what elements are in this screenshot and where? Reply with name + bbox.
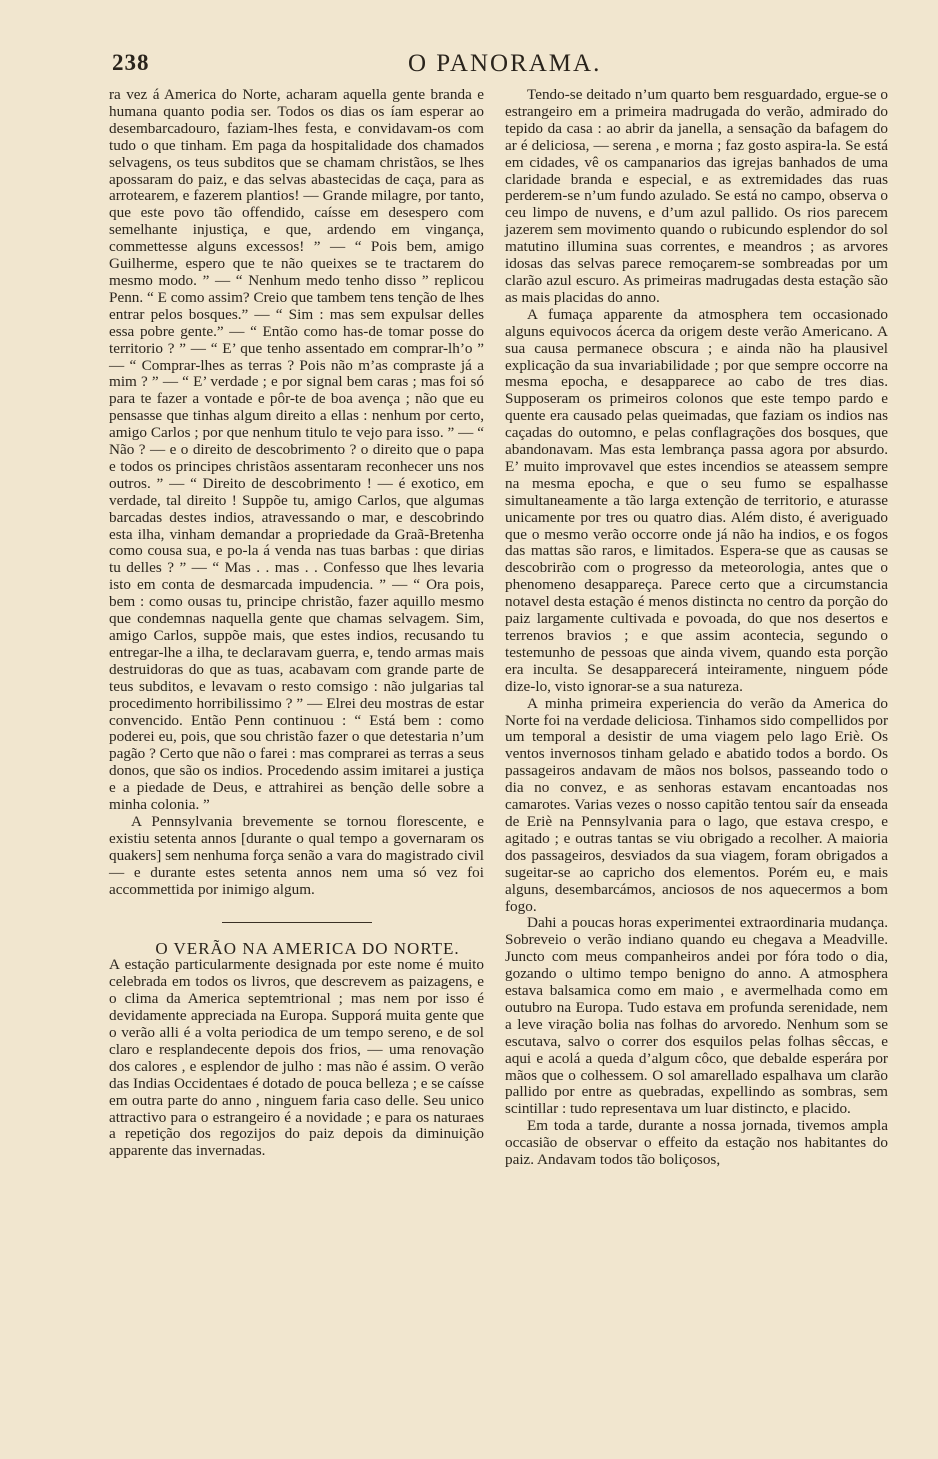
section-heading: O VERÃO NA AMERICA DO NORTE. [155,938,460,958]
article-paragraph: ra vez á America do Norte, acharam aquella gente branda e humana quanto podia ser. Todos os dias os íam esperar ao desembarcadouro, faziam-lhes festa, e convidavam-os com tudo o que tinham. Em paga da hospitalidade dos chamados selvagens, os teus subditos que se chamam christãos, se lhes apossaram do paiz, e das selvas abastecidas de caça, para as arrotearem, e fazerem plantios! — Grande milagre, por tanto, que este povo tão offendido, caísse em desespero com semelhante injustiça, e que, ardendo em vingança, commettesse alguns excessos! ” — “ Pois bem, amigo Guilherme, espero que te não queixes se te tractarem do mesmo modo. ” — “ Nenhum medo tenho disso ” replicou Penn. “ E como assim? Creio que tambem tens tenção de lhes entrar pelos bosques.” — “ Sim : mas sem expulsar delles essa pobre gente.” — “ Então como has-de tomar posse do territorio ? ” — “ E’ que tenho assentado em comprar-lh’o ” — “ Comprar-lhes as terras ? Pois não m’as compraste já a mim ? ” — “ E’ verdade ; e por signal bem caras ; mas foi só para te fazer a vontade e pôr-te de boa avença ; não que eu pensasse que tinhas algum direito a ellas : nenhum por certo, amigo Carlos ; por que nenhum titulo te vejo para isso. ” — “ Não ? — e o direito de descobrimento ? o direito que o papa e todos os principes christãos assentaram reconhecer uns nos outros. ” — “ Direito de descobrimento ! — é exotico, em verdade, tal direito ! Suppõe tu, amigo Carlos, que algumas barcadas destes indios, atravessando o mar, e descobrindo esta ilha, vinham demandar a propriedade da Graã-Bretenha como cousa sua, e po-la á venda nas tuas barbas : que dirias tu delles ? ” — “ Mas . . mas . . Confesso que lhes levaria isto em conta de desmarcada impudencia. ” — “ Ora pois, bem : como ousas tu, principe christão, fazer aquillo mesmo que condemnas naquella gente que chamas selvagem. Sim, amigo Carlos, suppõe mais, que estes indios, recusando tu entregar-lhe a ilha, te declaravam guerra, e, tendo armas mais destruidoras do que as tuas, acabavam com grande parte de teus subditos, e levavam o resto comsigo : não julgarias tal procedimento horribilissimo ? ” — Elrei deu mostras de estar convencido. Então Penn continuou : “ Está bem : como poderei eu, pois, que sou christão fazer o que detestaria n’um pagão ? Certo que não o farei : mas comprarei as terras a seus donos, que são os indios. Procedendo assim imitarei a justiça e a piedade de Deus, e attrahirei as benção delle sobre a minha colonia. ” [109,86,484,814]
section-divider [222,922,372,923]
right-column [505,87,888,1169]
article-paragraph: Em toda a tarde, durante a nossa jornada, tivemos ampla occasião de observar o effeito da estação nos habitantes do paiz. Andavam todos tão boliçosos, [505,1117,888,1169]
article-paragraph: A Pennsylvania brevemente se tornou florescente, e existiu setenta annos [durante o qual tempo a governaram os quakers] sem nenhuma força senão a vara do magistrado civil — e durante estes setenta annos nem uma só vez foi accommettida por inimigo algum. [109,812,484,898]
running-title: O PANORAMA. [408,50,602,77]
article-paragraph: Dahi a poucas horas experimentei extraordinaria mudança. Sobreveio o verão indiano quando eu chegava a Meadville. Juncto com meus companheiros andei por fóra todo o dia, gozando o ultimo tempo benigno do anno. A atmosphera estava balsamica como em maio , e avermelhada como em outubro na Europa. Tudo estava em profunda serenidade, nem a leve viração bolia nas folhas do arvoredo. Nenhum som se escutava, salvo o correr dos esquilos pelas folhas sêccas, e aqui e acolá a queda d’algum côco, que debalde esperára por mãos que o colhessem. O sol amarellado espalhava um clarão pallido por entre as quebradas, expellindo as sombras, sem scintillar : tudo representava um luar distincto, e placido. [505,914,888,1118]
article-paragraph: A estação particularmente designada por este nome é muito celebrada em todos os livros, que descrevem as paizagens, e o clima da America septemtrional ; mas nem por isso é devidamente appreciada na Europa. Supporá muita gente que o verão alli é a volta periodica de um tempo sereno, e de sol claro e resplandecente depois dos frios, — uma renovação dos calores , e esplendor de julho : mas não é assim. O verão das Indias Occidentaes é dotado de pouca belleza ; e se caísse em outra parte do anno , ninguem faria caso delle. Seu unico attractivo para o estrangeiro é a novidade ; e para os naturaes a repetição dos regozijos do paiz depois da diminuição apparente das invernadas. [109,956,484,1160]
left-column [109,87,484,1160]
article-paragraph: A fumaça apparente da atmosphera tem occasionado alguns equivocos ácerca da origem deste verão Americano. A sua causa permanece obscura ; e ainda não ha plausivel explicação da sua invariabilidade ; por que sempre occorre na mesma epocha, e desapparece ao cabo de tres dias. Supposeram os primeiros colonos que este tempo pardo e quente era causado pelas queimadas, que faziam os indios nas caçadas do outomno, e pelas conflagrações dos bosques, que abandonavam. Mas esta lembrança passa agora por absurdo. E’ muito improvavel que estes incendios se ateassem sempre na mesma epocha, e que o seu fumo se espalhasse simultaneamente a tão larga extenção de territorio, e aturasse unicamente por tres ou quatro dias. Além disto, é averiguado que o mesmo verão occorre onde já não ha indios, e os fogos das mattas são raros, e limitados. Espera-se que as causas se descobrirão com o progresso da meteorologia, antes que o phenomeno desappareça. Parece certo que a circumstancia notavel desta estação é menos distincta no centro da porção do paiz largamente cultivada e povoada, do que nos desertos e terrenos bravios ; e que assim acontecia, segundo o testemunho de pessoas que ainda vivem, quando esta porção era inculta. Se desapparecerá inteiramente, ninguem póde dize-lo, visto ignorar-se a sua natureza. [505,305,888,695]
page-number: 238 [112,50,150,75]
article-paragraph: Tendo-se deitado n’um quarto bem resguardado, ergue-se o estrangeiro em a primeira madrugada do verão, admirado do tepido da casa : ao abrir da janella, a sensação da bafagem do ar é deliciosa, — serena , e morna ; faz gosto aspira-la. Se está em cidades, vê os campanarios das igrejas banhados de uma claridade branda e especial, e as extremidades das ruas perderem-se n’um fundo azulado. Se está no campo, observa o ceu limpo de nuvens, e d’um azul pallido. Os rios parecem jazerem sem movimento quando o rubicundo esplendor do sol matutino illumina suas correntes, e meandros ; as arvores idosas das selvas parece remoçarem-se sombreadas por um clarão azul escuro. As primeiras madrugadas desta estação são as mais placidas do anno. [505,86,888,306]
article-paragraph: A minha primeira experiencia do verão da America do Norte foi na verdade deliciosa. Tinhamos sido compellidos por um temporal a desistir de uma viagem pelo lago Eriè. Os ventos invernosos tinham gelado e abatido todos a bordo. Os passageiros andavam de mãos nos bolsos, passeando todo o dia no convez, e as senhoras estavam encantoadas nos camarotes. Varias vezes o nosso capitão tentou saír da enseada de Eriè na Pennsylvania para o lago, que estava crespo, e agitado ; e outras tantas se viu obrigado a recolher. A maioria dos passageiros, desviados da sua viagem, foram obrigados a sugeitar-se ao capricho dos elementos. Porém eu, e mais alguns, desembarcámos, anciosos de nos aquecermos a bom fogo. [505,694,888,915]
